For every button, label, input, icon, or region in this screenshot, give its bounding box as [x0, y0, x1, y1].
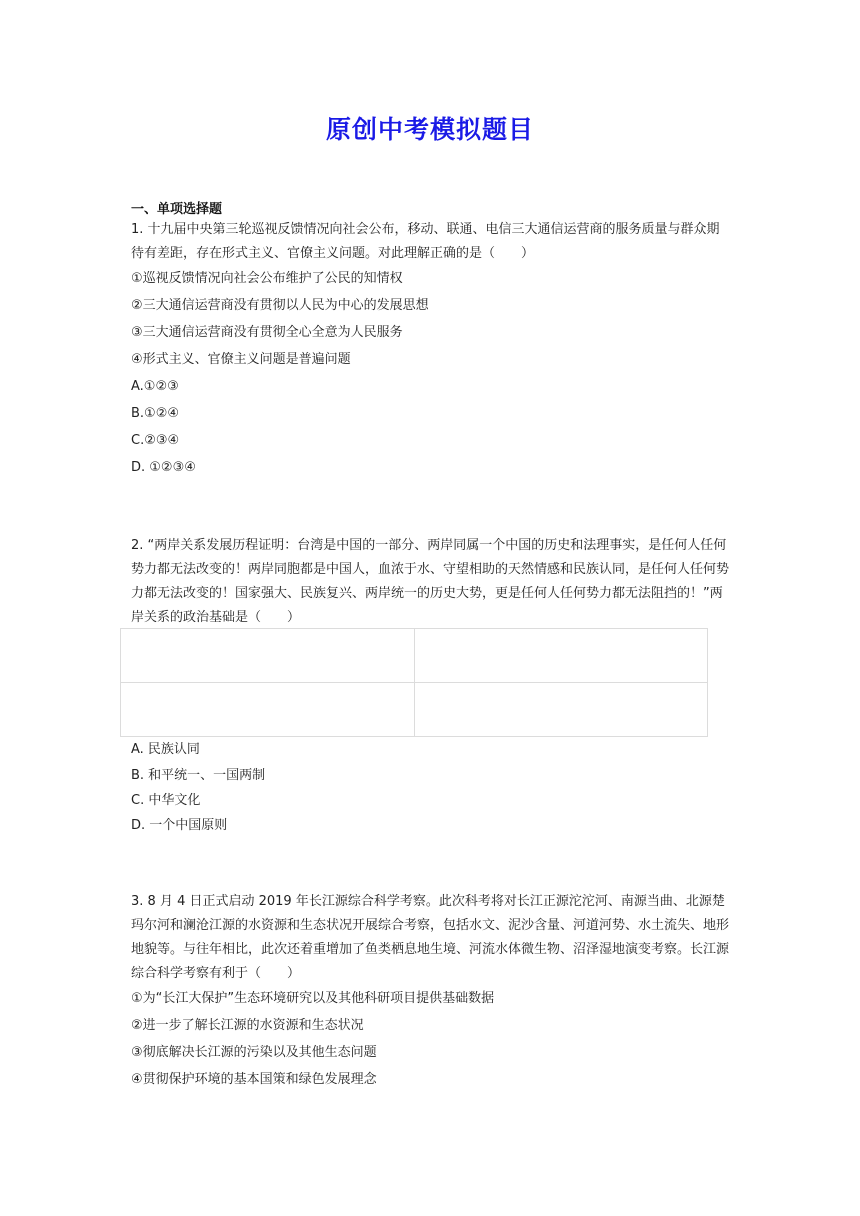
statement-item: ①为“长江大保护”生态环境研究以及其他科研项目提供基础数据	[131, 991, 495, 1006]
page-title: 原创中考模拟题目	[325, 115, 534, 144]
statement-item: ③彻底解决长江源的污染以及其他生态问题	[131, 1045, 377, 1060]
question-1-statements	[131, 265, 731, 481]
statement-item: ④贯彻保护环境的基本国策和绿色发展理念	[131, 1072, 377, 1087]
option-a: A. 民族认同	[131, 742, 200, 757]
question-3-stem: 3. 8 月 4 日正式启动 2019 年长江源综合科学考察。此次科考将对长江正源沱沱河、南源当曲、北源楚玛尔河和澜沧江源的水资源和生态状况开展综合考察，包括水文、泥沙含量、河道河势、水土流失、地形地貌等。与往年相比，此次还着重增加了鱼类栖息地生境、河流水体微生物、沼泽湿地演变考察。长江源综合科学考察有利于（ ）	[131, 894, 730, 981]
question-1	[131, 218, 731, 266]
table-cell	[414, 629, 708, 683]
option-d: D. 一个中国原则	[131, 818, 228, 833]
statement-item: ③三大通信运营商没有贯彻全心全意为人民服务	[131, 325, 403, 340]
question-1-stem: 1. 十九届中央第三轮巡视反馈情况向社会公布，移动、联通、电信三大通信运营商的服务质量与群众期待有差距，存在形式主义、官僚主义问题。对此理解正确的是（ ）	[131, 222, 720, 261]
statement-item: ②进一步了解长江源的水资源和生态状况	[131, 1018, 364, 1033]
statement-item: ①巡视反馈情况向社会公布维护了公民的知情权	[131, 271, 403, 286]
option-d: D. ①②③④	[131, 460, 196, 475]
option-c: C.②③④	[131, 433, 180, 448]
question-2	[131, 534, 731, 630]
question-3-statements	[131, 985, 731, 1093]
option-a: A.①②③	[131, 379, 179, 394]
blank-table	[120, 628, 708, 737]
option-b: B.①②④	[131, 406, 180, 421]
table-cell	[121, 629, 415, 683]
section-heading: 一、单项选择题	[131, 202, 223, 217]
table-cell	[414, 683, 708, 737]
option-b: B. 和平统一、一国两制	[131, 768, 266, 783]
table-cell	[121, 683, 415, 737]
question-2-options	[131, 737, 731, 839]
statement-item: ②三大通信运营商没有贯彻以人民为中心的发展思想	[131, 298, 429, 313]
question-3	[131, 890, 731, 986]
statement-item: ④形式主义、官僚主义问题是普遍问题	[131, 352, 351, 367]
option-c: C. 中华文化	[131, 793, 201, 808]
question-2-stem: 2. “两岸关系发展历程证明：台湾是中国的一部分、两岸同属一个中国的历史和法理事实，是任何人任何势力都无法改变的！两岸同胞都是中国人，血浓于水、守望相助的天然情感和民族认同，是任何人任何势力都无法改变的！国家强大、民族复兴、两岸统一的历史大势，更是任何人任何势力都无法阻挡的！”两岸关系的政治基础是（ ）	[131, 538, 730, 625]
